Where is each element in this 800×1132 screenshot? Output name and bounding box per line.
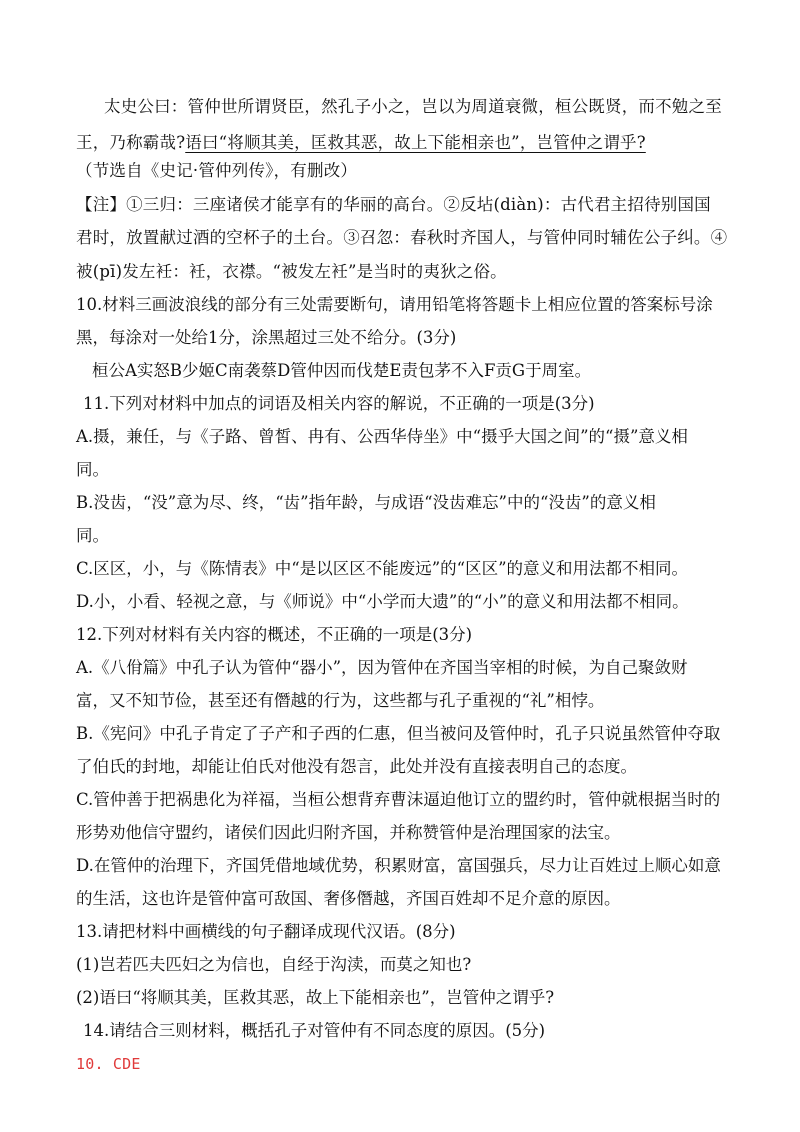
question-11-option-b-line-2: 同。 — [76, 526, 109, 545]
question-12-option-b-line-1: B.《宪问》中孔子肯定了子产和子西的仁惠，但当被问及管仲时，孔子只说虽然管仲夺取 — [76, 724, 721, 743]
question-11-option-d: D.小，小看、轻视之意，与《师说》中“小学而大遗”的“小”的意义和用法都不相同。 — [76, 592, 689, 611]
passage-line-1: 太史公曰：管仲世所谓贤臣，然孔子小之，岂以为周道衰微，桓公既贤，而不勉之至 — [104, 97, 722, 116]
answer-10: 10. CDE — [76, 1055, 141, 1073]
question-12-option-b-line-2: 了伯氏的封地，却能让伯氏对他没有怨言，此处并没有直接表明自己的态度。 — [76, 757, 637, 776]
question-12-stem: 12.下列对材料有关内容的概述，不正确的一项是(3分) — [76, 625, 473, 644]
note-line-2: 君时，放置献过酒的空杯子的土台。③召忽：春秋时齐国人，与管仲同时辅佐公子纠。④ — [76, 228, 728, 247]
question-13-sentence-1: (1)岂若匹夫匹妇之为信也，自经于沟渎，而莫之知也? — [76, 955, 472, 974]
note-line-3: 被(pī)发左衽：衽，衣襟。“被发左衽”是当时的夷狄之俗。 — [76, 262, 507, 281]
question-10-text: 桓公A实怒B少姬C南袭蔡D管仲因而伐楚E责包茅不入F贡G于周室。 — [92, 361, 592, 380]
passage-line-2 — [76, 132, 736, 154]
question-14-stem: 14.请结合三则材料，概括孔子对管仲有不同态度的原因。(5分) — [83, 1021, 546, 1040]
passage-line-2-start: 王，乃称霸哉? — [76, 133, 186, 152]
question-12-option-a-line-2: 富，又不知节俭，甚至还有僭越的行为，这些都与孔子重视的“礼”相悖。 — [76, 691, 605, 710]
question-12-option-a-line-1: A.《八佾篇》中孔子认为管仲“器小”，因为管仲在齐国当宰相的时候，为自己聚敛财 — [76, 658, 688, 677]
question-11-stem: 11.下列对材料中加点的词语及相关内容的解说，不正确的一项是(3分) — [83, 394, 595, 413]
source-note: （节选自《史记·管仲列传》，有删改） — [76, 161, 358, 180]
question-12-option-d-line-1: D.在管仲的治理下，齐国凭借地域优势，积累财富，富国强兵，尽力让百姓过上顺心如意 — [76, 856, 721, 875]
question-11-option-a-line-1: A.摄，兼任，与《子路、曾皙、冉有、公西华侍坐》中“摄乎大国之间”的“摄”意义相 — [76, 427, 688, 446]
question-12-option-d-line-2: 的生活，这也许是管仲富可敌国、奢侈僭越，齐国百姓却不足介意的原因。 — [76, 889, 621, 908]
question-12-option-c-line-2: 形势劝他信守盟约，诸侯们因此归附齐国，并称赞管仲是治理国家的法宝。 — [76, 823, 621, 842]
note-line-1: 【注】①三归：三座诸侯才能享有的华丽的高台。②反坫(diàn)：古代君主招待别国国 — [76, 195, 711, 214]
question-13-sentence-2: (2)语曰“将顺其美，匡救其恶，故上下能相亲也”，岂管仲之谓乎? — [76, 988, 555, 1007]
question-10-line-1: 10.材料三画波浪线的部分有三处需要断句，请用铅笔将答题卡上相应位置的答案标号涂 — [76, 295, 713, 314]
question-13-stem: 13.请把材料中画横线的句子翻译成现代汉语。(8分) — [76, 922, 456, 941]
question-11-option-a-line-2: 同。 — [76, 460, 109, 479]
question-11-option-b-line-1: B.没齿，“没”意为尽、终，“齿”指年龄，与成语“没齿难忘”中的“没齿”的意义相 — [76, 493, 656, 512]
question-11-option-c: C.区区，小，与《陈情表》中“是以区区不能废远”的“区区”的意义和用法都不相同。 — [76, 559, 689, 578]
question-10-line-2: 黑，每涂对一处给1分，涂黑超过三处不给分。(3分) — [76, 328, 457, 347]
question-12-option-c-line-1: C.管仲善于把祸患化为祥福，当桓公想背弃曹沫逼迫他订立的盟约时，管仲就根据当时的 — [76, 790, 721, 809]
underlined-sentence: 语曰“将顺其美，匡救其恶，故上下能相亲也”，岂管仲之谓乎? — [185, 133, 646, 152]
